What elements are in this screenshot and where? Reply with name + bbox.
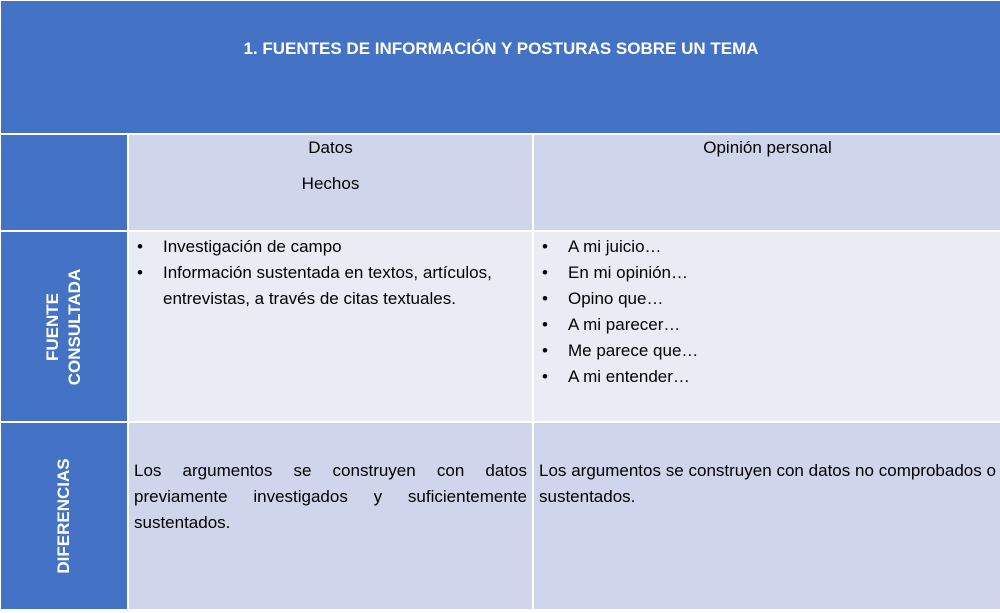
list-item: • Información sustentada en textos, artículos, entrevistas, a través de citas textuales. <box>135 260 526 312</box>
diferencias-opinion-cell <box>534 423 1000 609</box>
column-header-datos-label: Datos <box>308 138 353 157</box>
row-header-fuente-consultada <box>1 232 127 421</box>
row-header-fuente-line1: FUENTE <box>43 292 62 361</box>
list-item: • A mi entender… <box>540 364 995 390</box>
row-header-diferencias <box>1 423 127 609</box>
row-header-fuente-line2: CONSULTADA <box>65 268 84 385</box>
row-header-fuente-label <box>42 268 86 384</box>
table-title: 1. FUENTES DE INFORMACIÓN Y POSTURAS SOBRE UN TEMA <box>1 1 1000 133</box>
list-item: • A mi parecer… <box>540 312 995 338</box>
diferencias-opinion-text: Los argumentos se construyen con datos no comprobados o sustentados. <box>539 461 996 506</box>
comparison-table <box>1 1 999 611</box>
fuente-datos-list <box>129 232 532 312</box>
list-item: • Investigación de campo <box>135 234 526 260</box>
fuente-opinion-cell <box>534 232 1000 421</box>
column-header-opinion-label: Opinión personal <box>703 138 832 157</box>
column-header-hechos-label: Hechos <box>301 174 360 193</box>
row-header-diferencias-label: DIFERENCIAS <box>54 458 73 574</box>
fuente-datos-cell <box>129 232 532 421</box>
list-item: • En mi opinión… <box>540 260 995 286</box>
fuente-opinion-list <box>534 232 1000 390</box>
list-item: • A mi juicio… <box>540 234 995 260</box>
column-header-opinion <box>534 135 1000 230</box>
diferencias-datos-cell <box>129 423 532 609</box>
list-item: • Opino que… <box>540 286 995 312</box>
column-header-datos <box>129 135 532 230</box>
corner-header-cell <box>1 135 127 230</box>
diferencias-datos-text: Los argumentos se construyen con datos previamente investigados y suficientemente sustentados. <box>134 461 527 532</box>
list-item: • Me parece que… <box>540 338 995 364</box>
